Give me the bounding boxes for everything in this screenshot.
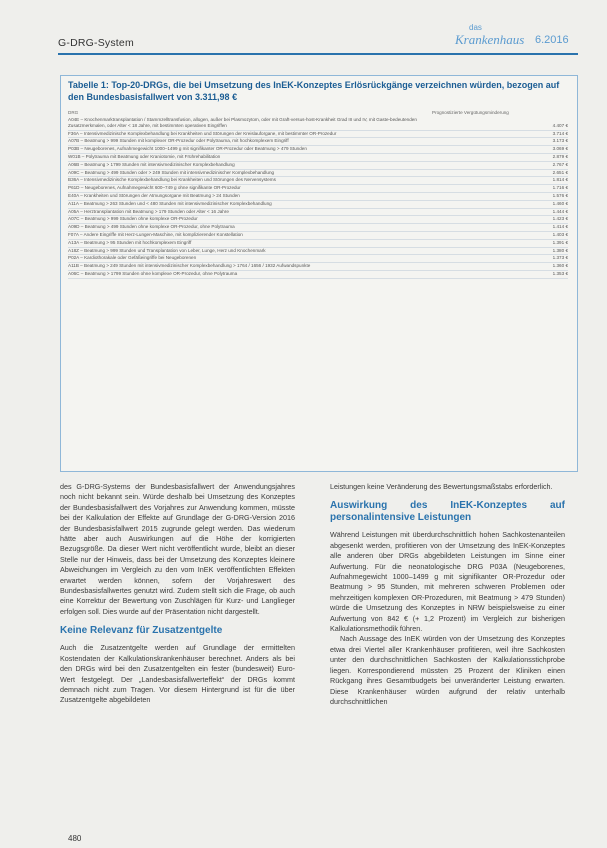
row-drg-text: A09D – Beatmung > 499 Stunden ohne komplexe OR-Prozedur, ohne Polytrauma [68,224,235,230]
row-value: 3.714 € [552,130,568,136]
page-number: 480 [68,834,82,843]
row-value: 1.353 € [552,270,568,276]
row-value: 1.576 € [552,192,568,198]
table-row [68,201,568,209]
row-value: 1.360 € [552,263,568,269]
magazine-prefix: das [469,23,482,32]
row-value: 1.460 € [552,200,568,206]
table-row [68,177,568,185]
table-row [68,271,568,279]
row-drg-text: W01B – Polytrauma mit Beatmung oder Kraniotomie, mit Frührehabilitation [68,153,221,159]
table-row [68,240,568,248]
section-heading: Keine Relevanz für Zusatzentgelte [60,625,223,637]
row-value: 1.391 € [552,239,568,245]
row-value: 2.767 € [552,161,568,167]
row-value: 2.651 € [552,169,568,175]
table-row [68,154,568,162]
row-drg-text: A07C – Beatmung > 999 Stunden ohne komplexe OR-Prozedur [68,216,198,222]
row-value: 2.879 € [552,153,568,159]
row-drg-text: A13A – Beatmung > 95 Stunden mit hochkomplexem Eingriff [68,239,192,245]
row-drg-text: B36A – Intensivmedizinische Komplexbehandlung bei Krankheiten und Störungen des Nervensystems [68,177,276,183]
table-row [68,263,568,271]
row-drg-text: A11B – Beatmung > 249 Stunden mit intensivmedizinischer Komplexbehandlung > 1764 / 1656 / 1932 Aufwandspunkte [68,263,311,269]
row-drg-text: F07A – Andere Eingriffe mit Herz-Lungen-Maschine, mit komplizierender Konstellation [68,231,243,237]
table-rows [68,117,568,279]
row-drg-text: P61D – Neugeborenes, Aufnahmegewicht 600–749 g ohne signifikante OR-Prozedur [68,185,241,191]
issue-number: 6.2016 [535,34,569,46]
paragraph: Nach Aussage des InEK würden von der Umsetzung des Konzeptes etwa drei Viertel aller Krankenhäuser profitieren, weil ihre Sachkosten unter den durchschnittlichen Sachkosten der Kalkulationsstichprobe liegen. Korrespondierend müssten 25 Prozent der Kliniken einen Rückgang ihres Gesamtbudgets bei unveränderter Leistung erwarten. Diese Krankenhäuser würden aufgrund der relativ unterhalb durchschnittlichen [330,634,565,706]
row-value: 1.380 € [552,247,568,253]
table-row [68,232,568,240]
row-value: 1.444 € [552,208,568,214]
table-row [68,138,568,146]
paragraph: Während Leistungen mit überdurchschnittlich hohen Sachkostenanteilen abgesenkt werden, profitieren von der Umsetzung des InEK-Konzeptes alle anderen über DRGs abgebildeten Leistungen im Sinne einer Aufwertung. Für die neonatologische DRG P03A (Neugeborenes, Aufnahmegewicht 1000–1499 g mit signifikanter OR-Prozedur oder Beatmung > 95 Stunden, mit mehreren schweren Problemen oder mehrzeitigen komplexen OR-Prozeduren, mit Beatmung > 479 Stunden) würde die Umsetzung des Konzeptes in NRW beispielsweise zu einer Aufwertung von 842 € (+ 1,2 Prozent) im Vergleich zur bisherigen Kalkulationsmethodik führen. [330,530,565,634]
row-value: 1.814 € [552,177,568,183]
right-column [330,482,565,707]
table-row [68,248,568,256]
row-value: 1.716 € [552,185,568,191]
row-value: 4.407 € [552,122,568,128]
row-value: 1.373 € [552,255,568,261]
table-caption: Tabelle 1: Top-20-DRGs, die bei Umsetzung des InEK-Konzeptes Erlösrückgänge verzeichnen würden, bezogen auf den Bundesbasisfallwert von 3.311,98 € [68,80,560,102]
row-drg-text: A04E – Knochenmarktransplantation / Stammzelltransfusion, allogen, außer bei Plasmozytom, oder mit Graft-versus-host-Krankheit Grad III und IV, mit Gaste-bedeutenden Zusatzmerkmalen, oder Alter < 18 Jahre, mit bestimmten operativen Eingriffen [68,117,417,128]
column-header-value: Prognostizierte Vergütungsminderung [432,110,509,115]
row-drg-text: F36A – Intensivmedizinische Komplexbehandlung bei Krankheiten und Störungen der Kreislauforgane, mit bestimmter OR-Prozedur [68,130,337,136]
table-row [68,193,568,201]
row-drg-text: P03B – Neugeborenes, Aufnahmegewicht 1000–1499 g mit signifikanter OR-Prozedur oder Beatmung > 479 Stunden [68,146,307,152]
row-drg-text: A11A – Beatmung > 263 Stunden und < 480 Stunden mit intensivmedizinischer Komplexbehandlung [68,200,272,206]
section-title: G-DRG-System [58,37,134,49]
row-drg-text: E40A – Krankheiten und Störungen der Atmungsorgane mit Beatmung > 24 Stunden [68,192,240,198]
table-row [68,216,568,224]
row-value: 1.414 € [552,224,568,230]
left-column [60,482,295,706]
table-row [68,131,568,139]
row-drg-text: A06B – Beatmung > 1799 Stunden mit intensivmedizinischer Komplexbehandlung [68,161,235,167]
column-header-drg: DRG [68,110,79,115]
table-row [68,185,568,193]
paragraph: Auch die Zusatzentgelte werden auf Grundlage der ermittelten Kostendaten der Kalkulationskrankenhäuser berechnet. Anders als bei den DRGs wird bei den Zusatzentgelten ein fester (bundesweit) Euro-Wert festgelegt. Der „Landesbasisfallwerteffekt“ der DRGs kommt demnach nicht zum Tragen. Vor diesem Hintergrund ist für die über Zusatzentgelte abgebildeten [60,643,295,705]
table-row [68,162,568,170]
paragraph: Leistungen keine Veränderung des Bewertungsmaßstabs erforderlich. [330,482,553,491]
table-row [68,146,568,154]
table-row [68,224,568,232]
row-drg-text: A05A – Herztransplantation mit Beatmung > 179 Stunden oder Alter < 16 Jahre [68,208,229,214]
paragraph: des G-DRG-Systems der Bundesbasisfallwert der Anwendungsjahres noch nicht bekannt sein. Würde deshalb bei Umsetzung des Konzeptes der Bundesbasisfallwert des Vorjahres zur Anwendung kommen, müsste bei der Kalkulation der Effekte auf Grundlage der G-DRG-Version 2016 der Bundesbasisfallwert 2015 zugrunde gelegt werden. Das wiederum hätte aber auch Auswirkungen auf die Höhe der korrigierten Bezugsgröße. Da dieser Wert nicht veröffentlicht wurde, bleibt an dieser Stelle nur der Hinweis, dass bei der Umsetzung des Konzeptes kleinere Abweichungen im Vergleich zu den vom InEK veröffentlichten Effekten erwartet werden können, sofern der Vorjahreswert des Bundesbasisfallwertes genutzt wird. Zudem stellt sich die Frage, ob auch eine Korrektur der Bewertung von Zuschlägen für Kurz- und Langlieger erfolgen soll. Dies wurde auf der Präsentation nicht dargestellt. [60,482,295,616]
row-drg-text: A06C – Beatmung > 1799 Stunden ohne komplexe OR-Prozedur, ohne Polytrauma [68,270,238,276]
row-drg-text: A09C – Beatmung > 499 Stunden oder > 249 Stunden mit intensivmedizinischer Komplexbehandlung [68,169,275,175]
row-value: 1.423 € [552,216,568,222]
section-heading: Auswirkung des InEK-Konzeptes auf personalintensive Leistungen [330,500,565,524]
row-drg-text: P02A – Kardiothorakale oder Gefäßeingriffe bei Neugeborenen [68,255,197,261]
table-row [68,170,568,178]
magazine-name: Krankenhaus [455,32,525,47]
row-drg-text: A18Z – Beatmung > 999 Stunden und Transplantation von Leber, Lunge, Herz und Knochenmark [68,247,266,253]
table-row [68,117,568,131]
row-value: 3.173 € [552,138,568,144]
row-drg-text: A07B – Beatmung > 999 Stunden mit komplexer OR-Prozedur oder Polytrauma, mit hochkomplexem Eingriff [68,138,289,144]
row-value: 3.069 € [552,146,568,152]
table-row [68,209,568,217]
row-value: 1.403 € [552,231,568,237]
table-row [68,255,568,263]
